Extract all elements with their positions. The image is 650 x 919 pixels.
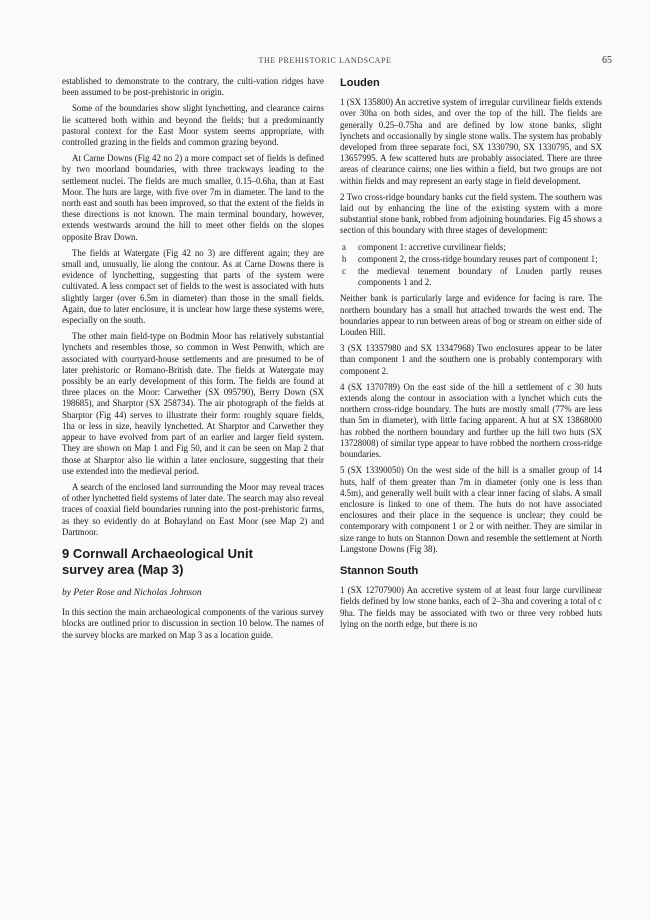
byline: by Peter Rose and Nicholas Johnson xyxy=(62,587,202,598)
running-title: THE PREHISTORIC LANDSCAPE xyxy=(258,56,392,65)
list-item-text: component 1: accretive curvilinear fields; xyxy=(358,241,506,252)
section-heading-line2: survey area (Map 3) xyxy=(62,561,184,577)
paragraph: Neither bank is particularly large and evidence for facing is rare. The northern boundary has a small hut attached towards the west end. The boundaries appear to run between areas of bog or stream on either side of Louden Hill. xyxy=(340,293,602,338)
list-item xyxy=(340,254,602,265)
development-stage-list xyxy=(340,242,602,289)
paragraph: 5 (SX 13390050) On the west side of the hill is a smaller group of 14 huts, half of them greater than 7m in diameter (only one is less than 4.5m), and generally well built with a clear inner facing of slabs. A small enclosure is linked to one of them. The huts do not have associated enclosures and their place in the sequence is unclear; they could be contemporary with component 1 or 2 or with neither. They are similar in size range to huts on Stannon Down and resemble the settlement at North Langstone Downs (Fig 38). xyxy=(340,465,602,554)
page-number: 65 xyxy=(602,55,612,66)
left-column xyxy=(62,76,324,906)
paragraph: The other main field-type on Bodmin Moor has relatively substantial lynchets and resembles those, so common in West Penwith, which are associated with courtyard-house settlements and are presumed to be of later prehistoric or Romano-British date. The fields at Watergate may possibly be an early development of this form. The fields are found at three places on the Moor: Carwether (SX 095790), Berry Down (SX 198685), and Sharptor (SX 258734). The air photograph of the fields at Sharptor (Fig 44) serves to illustrate their form: roughly square fields, 1ha or less in size, heavily lynchetted. At Sharptor and Carwether they appear to have evolved from part of an earlier and larger field system. They are shown on Map 1 and Fig 50, and it can be seen on Map 2 that those at Sharptor also lie within a later enclosure, suggesting that their use extended into the medieval period. xyxy=(62,331,324,476)
paragraph: In this section the main archaeological components of the various survey blocks are outlined prior to discussion in section 10 below. The names of the survey blocks are marked on Map 3 as a location guide. xyxy=(62,607,324,640)
paragraph: The fields at Watergate (Fig 42 no 3) are different again; they are small and, unusually, lie along the contour. As at Carne Downs there is evidence of lynchetting, suggesting that parts of the system were cultivated. A less compact set of fields to the west is associated with huts slightly larger (over 6.5m in diameter) than those in the small fields. Again, due to later enclosure, it is unclear how large these systems were, especially on the south. xyxy=(62,247,324,326)
list-item xyxy=(340,266,602,288)
paragraph: Some of the boundaries show slight lynchetting, and clearance cairns lie scattered both within and beyond the fields; but a predominantly pastoral context for the East Moor system seems appropriate, with controlled grazing in the fields and common grazing beyond. xyxy=(62,103,324,148)
list-marker: c xyxy=(342,266,346,277)
subheading-louden: Louden xyxy=(340,77,380,89)
paragraph: 4 (SX 1370789) On the east side of the hill a settlement of c 30 huts extends along the contour in association with a lynchet which cuts the northern cross-ridge boundary. The huts are mostly small (77% are less than 5m in diameter), with little facing apparent. A hut at SX 13868000 has robbed the northern boundary and further up the hill two huts (SX 13728008) of similar type appear to have robbed the northern cross-ridge boundaries. xyxy=(340,381,602,460)
list-item-text: the medieval tenement boundary of Louden partly reuses components 1 and 2. xyxy=(358,266,602,288)
section-heading xyxy=(62,546,324,578)
spacer xyxy=(340,560,602,564)
paragraph: A search of the enclosed land surrounding the Moor may reveal traces of other lynchetted field systems of later date. The search may also reveal traces of coaxial field boundaries running into the post-prehistoric farms, as they so evidently do at Bohayland on East Moor (see Map 2) and Dartmoor. xyxy=(62,481,324,537)
list-item xyxy=(340,242,602,253)
paragraph: 3 (SX 13357980 and SX 13347968) Two enclosures appear to be later than component 1 and the southern one is probably contemporary with component 2. xyxy=(340,343,602,376)
list-item-text: component 2, the cross-ridge boundary reuses part of component 1; xyxy=(358,253,598,264)
subheading-stannon-south: Stannon South xyxy=(340,564,419,577)
paragraph: established to demonstrate to the contrary, the culti-vation ridges have been assumed to be post-prehistoric in origin. xyxy=(62,76,324,98)
paragraph: 1 (SX 135800) An accretive system of irregular curvilinear fields extends over 30ha on both sides, and over the top of the hill. The fields are generally 0.25–0.75ha and are defined by low stone banks, slight lynchets and occasionally by single stone walls. The system has probably developed from three separate foci, SX 1330790, SX 1330795, and SX 13657995. A few scattered huts are probably associated. There are three areas of clearance cairns; one lies within a field, but two groups are not within fields and may represent an early stage in field development. xyxy=(340,97,602,186)
list-marker: a xyxy=(342,241,346,252)
paragraph: 1 (SX 12707900) An accretive system of at least four large curvilinear fields defined by low stone banks, each of 2–3ha and covering a total of c 9ha. The fields may be associated with two or three very robbed huts lying on the north edge, but there is no xyxy=(340,585,602,629)
right-column xyxy=(340,76,602,906)
running-head xyxy=(0,56,650,70)
paragraph: At Carne Downs (Fig 42 no 2) a more compact set of fields is defined by two moorland boundaries, with three trackways leading to the settlement nuclei. The fields are much smaller, 0.15–0.6ha, than at East Moor. The huts are large, with five over 7m in diameter. The land to the north east and south has been improved, so that the extent of the fields in these directions is not known. The main terminal boundary, however, extends westwards around the hill to meet other fields on the slopes opposite Brav Down. xyxy=(62,153,324,242)
section-heading-line1: 9 Cornwall Archaeological Unit xyxy=(62,545,253,561)
list-marker: b xyxy=(342,253,347,264)
paragraph: 2 Two cross-ridge boundary banks cut the field system. The southern was laid out by enhancing the line of the existing system with a more substantial stone bank, robbed from adjoining boundaries. Fig 45 shows a section of this boundary with three stages of development: xyxy=(340,191,602,236)
